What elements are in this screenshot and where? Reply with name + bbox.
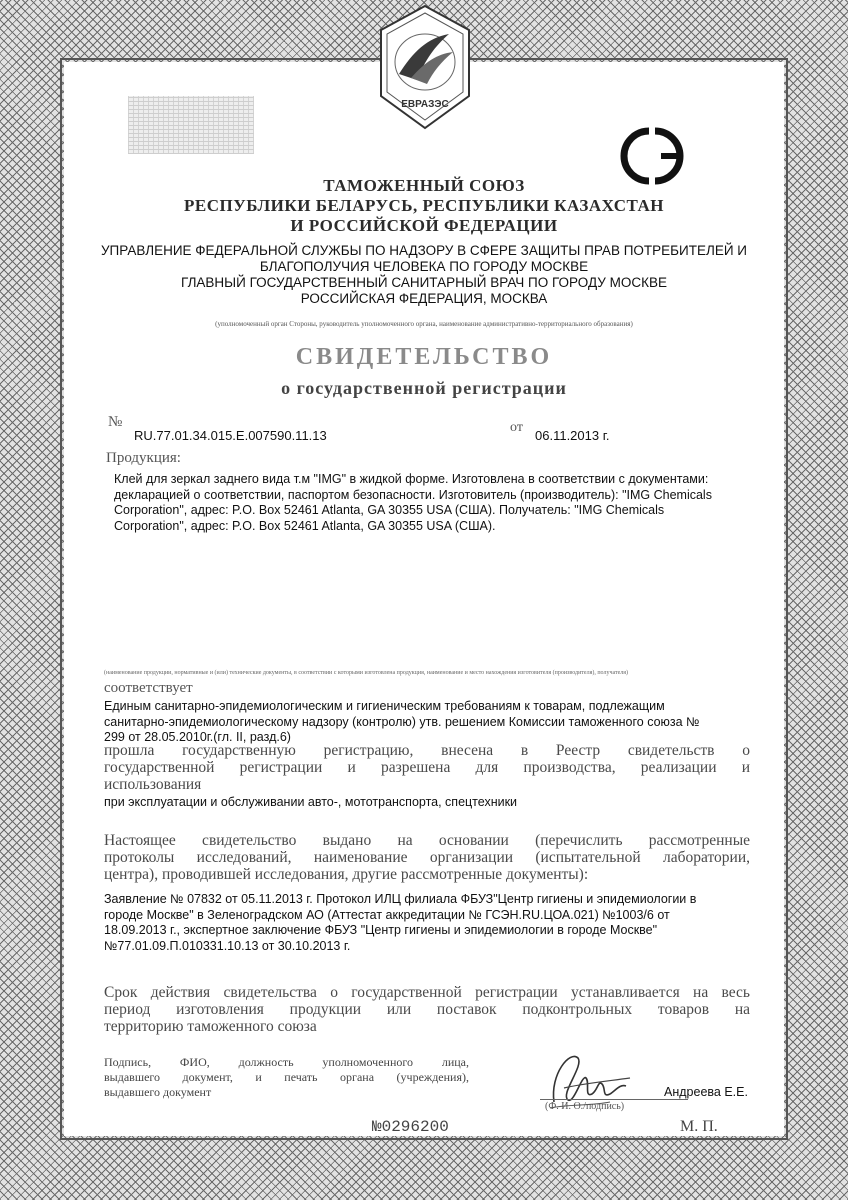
- basis-text: [104, 832, 750, 883]
- registration-line: государственной регистрации и разрешена для производства, реализации и: [104, 759, 750, 776]
- security-stamp-patch-icon: [128, 96, 254, 154]
- basis-documents: [104, 892, 754, 954]
- blank-number: №0296200: [372, 1118, 449, 1136]
- validity-line: Срок действия свидетельства о государственной регистрации устанавливается на весь: [104, 984, 750, 1001]
- authority-line3: ГЛАВНЫЙ ГОСУДАРСТВЕННЫЙ САНИТАРНЫЙ ВРАЧ ПО ГОРОДУ МОСКВЕ: [181, 275, 667, 290]
- basis-document-line: 18.09.2013 г., экспертное заключение ФБУЗ "Центр гигиены и эпидемиологии в городе Москве": [104, 923, 658, 937]
- certificate-number: RU.77.01.34.015.Е.007590.11.13: [134, 428, 327, 443]
- conformity-line: Единым санитарно-эпидемиологическим и гигиеническим требованиям к товарам, подлежащим: [104, 699, 665, 713]
- conformity-label: соответствует: [104, 680, 193, 696]
- registration-line: использования: [104, 776, 202, 793]
- emblem-text: ЕВРАЗЭС: [401, 99, 449, 110]
- product-line: Corporation", адрес: P.O. Box 52461 Atlanta, GA 30355 USA (США). Получатель: "IMG Chemicals: [114, 503, 665, 517]
- product-line: декларацией о соответствии, паспортом безопасности. Изготовитель (производитель): "IMG Chemicals: [114, 487, 712, 502]
- signature-caption-line: Подпись, ФИО, должность уполномоченного лица,: [104, 1055, 469, 1069]
- certificate-title: СВИДЕТЕЛЬСТВО: [295, 344, 553, 370]
- conformity-text: [104, 699, 754, 746]
- signature-caption-line: выдавшего документ, и печать органа (учреждения),: [104, 1070, 469, 1084]
- signer-name: Андреева Е.Е.: [664, 1085, 748, 1099]
- product-description: [114, 472, 754, 534]
- basis-line: Настоящее свидетельство выдано на основании (перечислить рассмотренные: [104, 832, 750, 849]
- basis-line: протоколы исследований, наименование организации (испытательной лаборатории,: [104, 849, 750, 866]
- authority-line4: РОССИЙСКАЯ ФЕДЕРАЦИЯ, МОСКВА: [300, 291, 548, 306]
- basis-document-line: №77.01.09.П.010331.10.13 от 30.10.2013 г.: [104, 938, 351, 953]
- product-label: Продукция:: [106, 450, 181, 466]
- authority-line1: УПРАВЛЕНИЕ ФЕДЕРАЛЬНОЙ СЛУЖБЫ ПО НАДЗОРУ В СФЕРЕ ЗАЩИТЫ ПРАВ ПОТРЕБИТЕЛЕЙ И: [100, 243, 747, 258]
- product-line: Corporation", адрес: P.O. Box 52461 Atlanta, GA 30355 USA (США).: [114, 518, 496, 533]
- authority-line2: БЛАГОПОЛУЧИЯ ЧЕЛОВЕКА ПО ГОРОДУ МОСКВЕ: [259, 259, 589, 274]
- basis-line: центра), проводившей исследования, другие рассмотренные документы):: [104, 866, 589, 883]
- signature-caption: [104, 1055, 469, 1100]
- registration-line: прошла государственную регистрацию, внесена в Реестр свидетельств о: [104, 742, 750, 759]
- seal-place-label: М. П.: [680, 1118, 718, 1135]
- registration-usage: при эксплуатации и обслуживании авто-, мототранспорта, спецтехники: [104, 795, 518, 809]
- certificate-subtitle: о государственной регистрации: [281, 378, 567, 398]
- validity-text: [104, 984, 750, 1035]
- date-label: от: [510, 420, 523, 435]
- number-label: №: [108, 414, 123, 430]
- conformity-line: санитарно-эпидемиологическому надзору (контролю) утв. решением Комиссии таможенного союза №: [104, 714, 700, 729]
- validity-line: территорию таможенного союза: [104, 1018, 317, 1035]
- union-title-line3: И РОССИЙСКОЙ ФЕДЕРАЦИИ: [290, 216, 558, 235]
- basis-document-line: городе Москве" в Зеленоградском АО (Аттестат аккредитации № ГСЭН.RU.ЦОА.021) №1003/6 от: [104, 907, 670, 922]
- signature-line: [540, 1099, 688, 1100]
- signature-caption-line: выдавшего документ: [104, 1085, 212, 1099]
- eurasec-emblem-icon: [377, 4, 473, 130]
- certificate-date: 06.11.2013 г.: [535, 428, 610, 443]
- union-title-line2: РЕСПУБЛИКИ БЕЛАРУСЬ, РЕСПУБЛИКИ КАЗАХСТАН: [184, 196, 664, 215]
- conformity-line: 299 от 28.05.2010г.(гл. II, разд.6): [104, 730, 291, 744]
- product-caption: (наименование продукции, нормативные и (или) технические документы, в соответствии с которыми изготовлена продукция, наименование и место нахождения изготовителя (производителя), получателя): [104, 670, 629, 676]
- registration-text: [104, 742, 750, 793]
- signature-under-caption: (Ф. И. О./подпись): [545, 1101, 625, 1112]
- authority-caption: (уполномоченный орган Стороны, руководитель уполномоченного органа, наименование административно-территориального образования): [215, 320, 633, 328]
- basis-document-line: Заявление № 07832 от 05.11.2013 г. Протокол ИЛЦ филиала ФБУЗ"Центр гигиены и эпидемиологии в: [104, 892, 697, 906]
- product-line: Клей для зеркал заднего вида т.м "IMG" в жидкой форме. Изготовлена в соответствии с документами:: [114, 472, 709, 486]
- validity-line: период изготовления продукции или поставок подконтрольных товаров на: [104, 1001, 750, 1018]
- union-title-line1: ТАМОЖЕННЫЙ СОЮЗ: [323, 176, 525, 195]
